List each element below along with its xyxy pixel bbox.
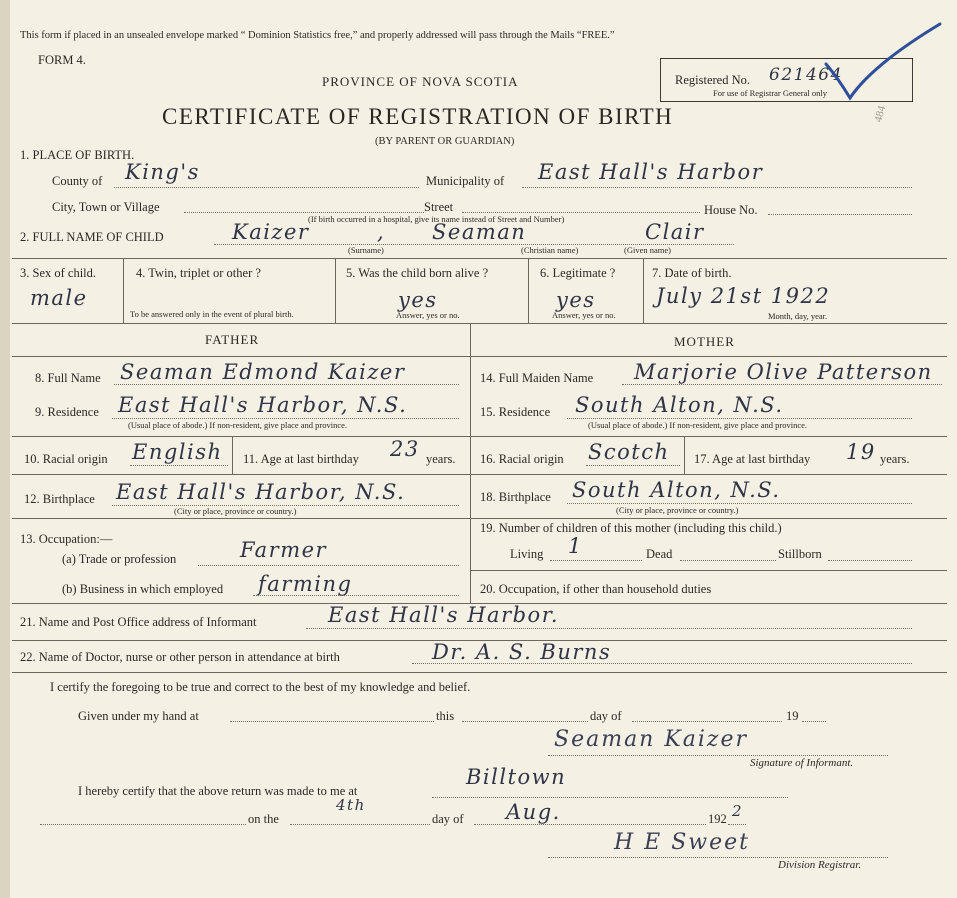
county-label: County of (52, 174, 103, 188)
informant-value: East Hall's Harbor. (328, 603, 560, 627)
father-racial-value: English (132, 440, 223, 464)
trade-value: Farmer (240, 538, 328, 562)
date-of-birth-value: July 21st 1922 (656, 284, 831, 308)
paper-edge (0, 0, 10, 898)
informant-signature: Seaman Kaizer (554, 727, 749, 752)
registration-year: 2 (732, 802, 744, 820)
mother-age-unit: years. (880, 452, 910, 466)
mother-age-value: 19 (846, 440, 876, 464)
christian-name-note: (Christian name) (521, 245, 579, 255)
father-name-value: Seaman Edmond Kaizer (120, 360, 406, 384)
registered-no-label: Registered No. (675, 73, 750, 87)
father-name-label: 8. Full Name (35, 371, 101, 385)
certificate-title: CERTIFICATE OF REGISTRATION OF BIRTH (162, 104, 674, 129)
this-label: this (436, 709, 455, 723)
informant-signature-label: Signature of Informant. (750, 757, 854, 769)
stillborn-label: Stillborn (778, 547, 822, 561)
legitimate-value: yes (556, 288, 596, 312)
mother-residence-label: 15. Residence (480, 405, 551, 419)
doctor-label: 22. Name of Doctor, nurse or other person in attendance at birth (20, 650, 340, 664)
father-age-label: 11. Age at last birthday (243, 452, 359, 466)
twin-label: 4. Twin, triplet or other ? (136, 266, 261, 280)
form-number: FORM 4. (38, 53, 86, 67)
mother-name-value: Marjorie Olive Patterson (634, 360, 933, 384)
registration-month: Aug. (506, 800, 561, 824)
given-name-note: (Given name) (624, 245, 671, 255)
mother-residence-note: (Usual place of abode.) If non-resident, give place and province. (588, 420, 808, 430)
sex-value: male (30, 286, 88, 310)
certificate-subtitle: (BY PARENT OR GUARDIAN) (375, 136, 515, 147)
dead-label: Dead (646, 547, 673, 561)
mother-birthplace-note: (City or place, province or country.) (616, 505, 739, 515)
father-birthplace-value: East Hall's Harbor, N.S. (116, 480, 406, 504)
living-label: Living (510, 547, 544, 561)
mother-birthplace-label: 18. Birthplace (480, 490, 551, 504)
father-residence-value: East Hall's Harbor, N.S. (118, 393, 408, 417)
street-label: Street (424, 200, 454, 214)
house-no-label: House No. (704, 203, 758, 217)
father-residence-label: 9. Residence (35, 405, 99, 419)
mother-occupation-label: 20. Occupation, if other than household duties (480, 582, 712, 596)
day-of-label-2: day of (432, 812, 464, 826)
mother-age-label: 17. Age at last birthday (694, 452, 811, 466)
mother-residence-value: South Alton, N.S. (575, 393, 784, 417)
mother-racial-value: Scotch (588, 440, 670, 464)
registration-day: 4th (336, 796, 366, 814)
child-christian-name: Seaman (432, 220, 527, 244)
certify-text: I certify the foregoing to be true and correct to the best of my knowledge and belief. (50, 680, 471, 694)
children-label: 19. Number of children of this mother (including this child.) (480, 521, 782, 535)
twin-note: To be answered only in the event of plural birth. (130, 309, 294, 319)
father-birthplace-note: (City or place, province or country.) (174, 506, 297, 516)
year-prefix-label: 19 (786, 709, 799, 723)
born-alive-note: Answer, yes or no. (396, 310, 460, 320)
child-surname: Kaizer (232, 220, 310, 244)
father-racial-label: 10. Racial origin (24, 452, 108, 466)
on-the-label: on the (248, 812, 279, 826)
province-heading: PROVINCE OF NOVA SCOTIA (322, 74, 519, 89)
day-of-label: day of (590, 709, 622, 723)
child-given-name: Clair (645, 220, 705, 244)
trade-label: (a) Trade or profession (62, 552, 177, 566)
father-residence-note: (Usual place of abode.) If non-resident, give place and province. (128, 420, 348, 430)
mailing-notice: This form if placed in an unsealed envelope marked “ Dominion Statistics free,” and properly addressed will pass through the Mails “FREE.” (20, 30, 615, 41)
registration-year-prefix: 192 (708, 812, 727, 826)
municipality-label: Municipality of (426, 174, 505, 188)
mother-name-label: 14. Full Maiden Name (480, 371, 594, 385)
hospital-note: (If birth occurred in a hospital, give its name instead of Street and Number) (308, 214, 565, 224)
date-of-birth-label: 7. Date of birth. (652, 266, 732, 280)
registrar-general-note: For use of Registrar General only (713, 88, 828, 98)
mother-birthplace-value: South Alton, N.S. (572, 478, 781, 502)
born-alive-label: 5. Was the child born alive ? (346, 266, 489, 280)
registered-no-value: 621464 (769, 65, 843, 85)
municipality-value: East Hall's Harbor (538, 160, 764, 184)
born-alive-value: yes (398, 288, 438, 312)
county-value: King's (125, 160, 200, 184)
registration-stamp: 484 (872, 104, 889, 124)
business-label: (b) Business in which employed (62, 582, 224, 596)
place-of-birth-heading: 1. PLACE OF BIRTH. (20, 148, 135, 162)
registrar-signature: H E Sweet (614, 830, 751, 855)
doctor-value: Dr. A. S. Burns (432, 640, 612, 664)
living-value: 1 (568, 534, 583, 558)
informant-label: 21. Name and Post Office address of Informant (20, 615, 257, 629)
father-heading: FATHER (205, 332, 260, 347)
division-registrar-label: Division Registrar. (778, 859, 862, 871)
mother-racial-label: 16. Racial origin (480, 452, 564, 466)
child-name-label: 2. FULL NAME OF CHILD (20, 230, 164, 244)
father-age-value: 23 (390, 437, 420, 461)
city-label: City, Town or Village (52, 200, 160, 214)
legitimate-label: 6. Legitimate ? (540, 266, 616, 280)
mother-heading: MOTHER (674, 334, 735, 349)
registration-place: Billtown (466, 765, 567, 789)
check-mark-icon (820, 20, 945, 105)
sex-label: 3. Sex of child. (20, 266, 97, 280)
child-name-comma: , (377, 220, 386, 244)
father-age-unit: years. (426, 452, 456, 466)
date-of-birth-note: Month, day, year. (768, 311, 828, 321)
legitimate-note: Answer, yes or no. (552, 310, 616, 320)
given-under-label: Given under my hand at (78, 709, 199, 723)
father-occupation-label: 13. Occupation:— (20, 532, 113, 546)
registrar-certify-text: I hereby certify that the above return was made to me at (78, 784, 358, 798)
surname-note: (Surname) (348, 245, 384, 255)
business-value: farming (258, 572, 353, 596)
father-birthplace-label: 12. Birthplace (24, 492, 95, 506)
